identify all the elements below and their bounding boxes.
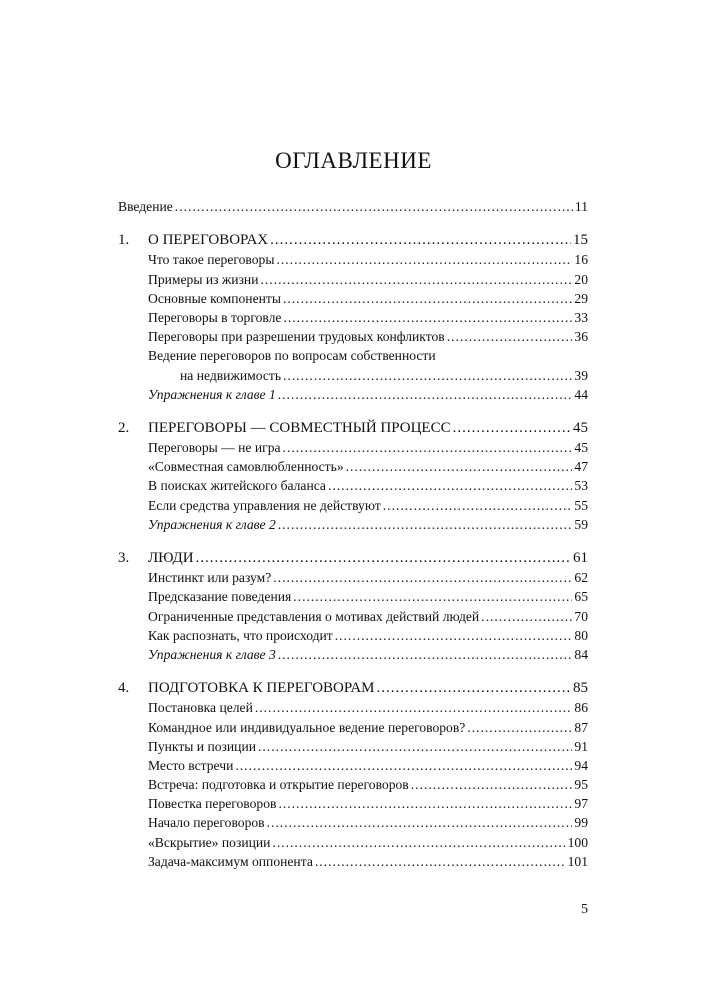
page-title: ОГЛАВЛЕНИЕ [275,148,432,173]
toc-entry-label: Переговоры в торговле [148,309,282,325]
toc-entry-label: Основные компоненты [148,290,281,306]
toc-page-number: 62 [574,570,588,586]
dot-leader [453,419,571,438]
toc-chapter-2 [118,419,588,438]
toc-entry-label: Постановка целей [148,700,253,716]
chapter-title: ПОДГОТОВКА К ПЕРЕГОВОРАМ [148,680,375,697]
dot-leader [235,756,572,775]
dot-leader [283,289,572,308]
toc-page-number: 91 [574,738,588,754]
dot-leader [377,679,572,698]
toc-item [118,756,588,775]
toc-page-number: 87 [574,719,588,735]
toc-item [118,852,588,871]
toc-item [118,794,588,813]
toc-entry-label: Ограниченные представления о мотивах действий людей [148,608,480,624]
dot-leader [175,197,573,216]
chapter-title: ПЕРЕГОВОРЫ — СОВМЕСТНЫЙ ПРОЦЕСС [148,419,451,436]
toc-item [118,587,588,606]
chapter-number: 3. [118,550,130,566]
toc-intro [118,197,588,216]
toc-item [118,289,588,308]
dot-leader [270,231,571,250]
toc-entry-label: Встреча: подготовка и открытие переговоров [148,777,409,793]
toc-page-number: 95 [574,777,588,793]
toc-item [118,327,588,346]
toc-item [118,607,588,626]
table-of-contents [118,197,588,871]
toc-item [118,366,588,385]
chapter-title: ЛЮДИ [148,550,194,566]
toc-item [118,698,588,717]
dot-leader [273,568,572,587]
toc-page-number: 16 [574,252,588,268]
toc-entry-label: Примеры из жизни [148,271,259,287]
toc-chapter-1 [118,231,588,250]
toc-entry-label: Предсказание поведения [148,589,292,605]
dot-leader [447,327,573,346]
toc-item-exercises [118,515,588,534]
toc-page-number: 45 [574,440,588,456]
toc-entry-label: Как распознать, что происходит [148,627,333,643]
toc-item [118,737,588,756]
toc-item-exercises [118,645,588,664]
toc-entry-label: Переговоры — не игра [148,440,281,456]
toc-page-number: 39 [574,367,588,383]
toc-entry-label: Что такое переговоры [148,252,275,268]
dot-leader [196,549,571,568]
toc-page-number: 11 [574,199,588,214]
toc-page-number: 84 [574,646,588,662]
dot-leader [278,515,573,534]
toc-page-number: 99 [574,815,588,831]
dot-leader [255,698,573,717]
toc-entry-label-cont: на недвижимость [180,367,282,383]
toc-entry-label: Упражнения к главе 1 [148,386,276,402]
chapter-title: О ПЕРЕГОВОРАХ [148,232,269,249]
toc-entry-label: Упражнения к главе 2 [148,516,276,532]
page-number: 5 [581,902,588,917]
toc-page-number: 101 [567,853,588,869]
dot-leader [467,718,572,737]
toc-item [118,568,588,587]
dot-leader [293,587,572,606]
toc-page-number: 97 [574,796,588,812]
toc-page-number: 94 [574,757,588,773]
toc-entry-label: Начало переговоров [148,815,265,831]
dot-leader [278,645,573,664]
toc-page-number: 65 [574,589,588,605]
toc-page-number: 47 [574,459,588,475]
toc-entry-label: Задача-максимум оппонента [148,853,313,869]
toc-page-number: 61 [573,550,588,566]
toc-page-number: 53 [574,478,588,494]
dot-leader [283,308,572,327]
toc-page-number: 15 [573,232,588,249]
toc-page-number: 86 [574,700,588,716]
dot-leader [481,607,572,626]
dot-leader [278,385,573,404]
toc-entry-label: Инстинкт или разум? [148,570,272,586]
toc-item [118,813,588,832]
toc-page-number: 45 [573,419,588,436]
dot-leader [272,833,565,852]
toc-item-first-line: Ведение переговоров по вопросам собственности [148,348,436,364]
toc-entry-label: Переговоры при разрешении трудовых конфликтов [148,329,445,345]
toc-page-number: 33 [574,309,588,325]
toc-item [118,270,588,289]
toc-page-number: 100 [567,834,588,850]
toc-entry-label: Упражнения к главе 3 [148,646,276,662]
toc-page-number: 36 [574,329,588,345]
chapter-number: 1. [118,232,130,249]
toc-item [118,308,588,327]
chapter-number: 4. [118,680,130,697]
dot-leader [258,737,572,756]
toc-page-number: 85 [573,680,588,697]
toc-entry-label: Повестка переговоров [148,796,277,812]
toc-page-number: 20 [574,271,588,287]
toc-item [118,718,588,737]
toc-entry-label: В поисках житейского баланса [148,478,326,494]
toc-page-number: 80 [574,627,588,643]
toc-page-number: 55 [574,497,588,513]
dot-leader [276,250,572,269]
dot-leader [335,626,573,645]
toc-page-number: 70 [574,608,588,624]
toc-entry-label: Командное или индивидуальное ведение переговоров? [148,719,466,735]
dot-leader [411,775,573,794]
toc-item [118,775,588,794]
dot-leader [315,852,566,871]
toc-entry-label: Пункты и позиции [148,738,256,754]
toc-entry-label: Если средства управления не действуют [148,497,381,513]
toc-chapter-4 [118,679,588,698]
dot-leader [283,438,573,457]
toc-item [118,457,588,476]
toc-chapter-3 [118,549,588,568]
toc-item [118,476,588,495]
toc-item [118,438,588,457]
toc-entry-label: «Совместная самовлюбленность» [148,459,344,475]
toc-item [118,250,588,269]
toc-entry-label: Место встречи [148,757,234,773]
toc-item [118,496,588,515]
toc-page-number: 59 [574,516,588,532]
dot-leader [346,457,573,476]
dot-leader [267,813,573,832]
toc-item [118,626,588,645]
dot-leader [260,270,572,289]
toc-page-number: 44 [574,386,588,402]
dot-leader [283,366,572,385]
dot-leader [278,794,572,813]
toc-page-number: 29 [574,290,588,306]
chapter-number: 2. [118,419,130,436]
toc-item-exercises [118,385,588,404]
dot-leader [383,496,573,515]
toc-entry-label: «Вскрытие» позиции [148,834,271,850]
toc-item [118,833,588,852]
dot-leader [328,476,572,495]
toc-entry-label: Введение [118,199,173,214]
